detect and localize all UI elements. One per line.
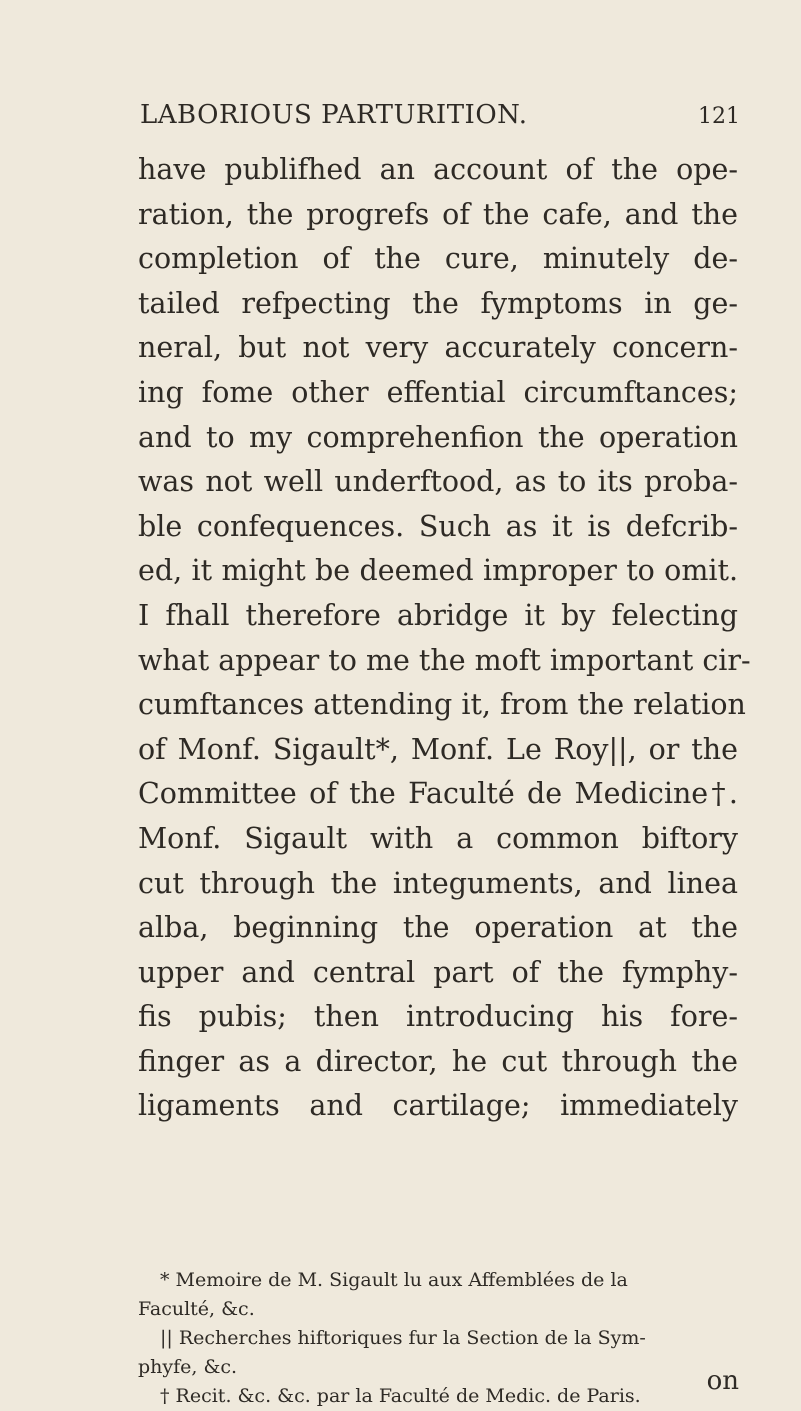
text-line: Committee of the Faculté de Medicine†.: [138, 777, 738, 811]
text-line: cumftances attending it, from the relation: [138, 688, 746, 722]
page-number: 121: [698, 104, 740, 129]
footnote-sigault: * Memoire de M. Sigault lu aux Affemblées de la: [160, 1269, 628, 1291]
catchword: on: [706, 1366, 739, 1396]
text-line: upper and central part of the fymphy-: [138, 955, 738, 989]
text-line: tailed refpecting the fymptoms in ge-: [138, 286, 738, 320]
footnote-leroy: || Recherches hiftoriques fur la Section de la Sym-: [160, 1327, 646, 1349]
text-line: finger as a director, he cut through the: [138, 1044, 738, 1078]
text-line: ed, it might be deemed improper to omit.: [138, 554, 738, 588]
text-line: ligaments and cartilage; immediately: [138, 1089, 738, 1123]
footnote-faculte: † Recit. &c. &c. par la Faculté de Medic. de Paris.: [160, 1385, 641, 1407]
footnote-sigault-cont: Faculté, &c.: [138, 1298, 255, 1320]
text-line: of Monf. Sigault*, Monf. Le Roy||, or the: [138, 732, 738, 766]
text-line: I fhall therefore abridge it by felecting: [138, 598, 738, 632]
text-line: neral, but not very accurately concern-: [138, 331, 738, 365]
text-line: completion of the cure, minutely de-: [138, 242, 738, 276]
body-text: [138, 148, 751, 1129]
text-line: ing fome other effential circumftances;: [138, 375, 738, 409]
text-line: was not well underftood, as to its proba-: [138, 465, 738, 499]
text-line: alba, beginning the operation at the: [138, 911, 738, 945]
text-line: and to my comprehenfion the operation: [138, 420, 738, 454]
text-line: ration, the progrefs of the cafe, and the: [138, 197, 738, 231]
text-line: have publifhed an account of the ope-: [138, 153, 738, 186]
text-line: fis pubis; then introducing his fore-: [138, 1000, 738, 1034]
text-line: ble confequences. Such as it is defcrib-: [138, 509, 738, 543]
text-line: what appear to me the moft important cir-: [138, 643, 751, 677]
text-line: cut through the integuments, and linea: [138, 866, 738, 900]
footnotes: [138, 1266, 738, 1411]
running-head: LABORIOUS PARTURITION.: [140, 100, 528, 130]
footnote-leroy-cont: phyfe, &c.: [138, 1356, 238, 1378]
page-header: [140, 100, 740, 140]
text-line: Monf. Sigault with a common biftory: [138, 821, 738, 855]
